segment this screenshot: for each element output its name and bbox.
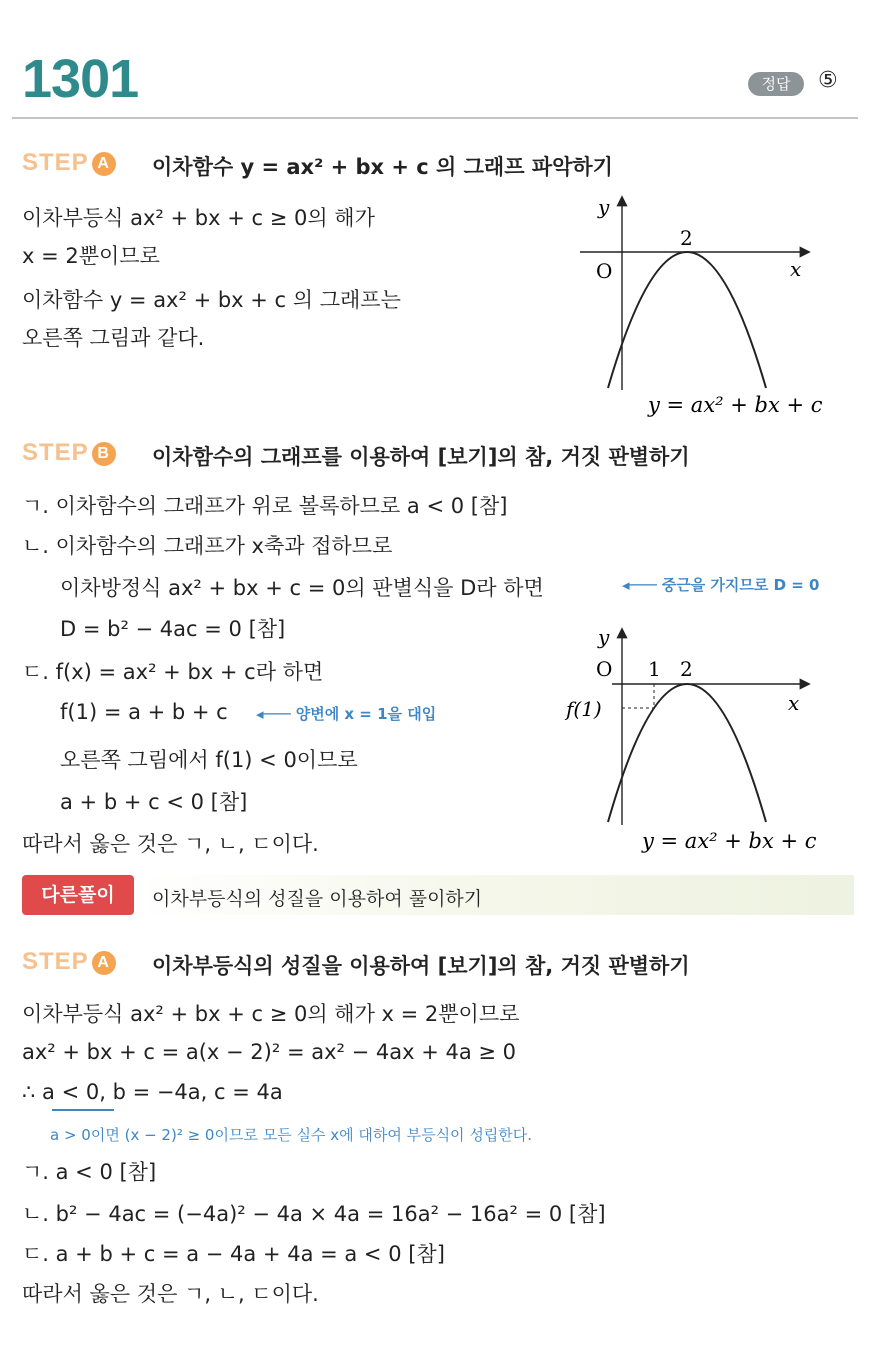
note-substitute-text: 양변에 x = 1을 대입 xyxy=(295,705,437,723)
step-b-label xyxy=(22,439,116,467)
step-a2-label xyxy=(22,948,116,976)
step-a2-line-1: 이차부등식 ax² + bx + c ≥ 0의 해가 x = 2뿐이므로 xyxy=(22,1002,520,1026)
underline-mark xyxy=(52,1109,114,1111)
note-discriminant xyxy=(622,574,820,595)
step-a-line-2: x = 2뿐이므로 xyxy=(22,244,160,268)
step-a-badge: A xyxy=(92,152,116,176)
step-a-text: STEP xyxy=(22,149,89,176)
graph-1-origin: O xyxy=(596,259,613,283)
step-b-line-1: ㄱ. 이차함수의 그래프가 위로 볼록하므로 a < 0 [참] xyxy=(22,494,508,518)
alt-solution-title: 이차부등식의 성질을 이용하여 풀이하기 xyxy=(152,888,483,910)
step-a2-line-5: ㄴ. b² − 4ac = (−4a)² − 4a × 4a = 16a² − 16a² = 0 [참] xyxy=(22,1202,606,1226)
graph-2-tick-2: 2 xyxy=(680,657,693,681)
graph-2-origin: O xyxy=(596,657,613,681)
step-a2-line-6: ㄷ. a + b + c = a − 4a + 4a = a < 0 [참] xyxy=(22,1242,445,1266)
step-b-title: 이차함수의 그래프를 이용하여 [보기]의 참, 거짓 판별하기 xyxy=(152,445,690,469)
step-a2-subnote: a > 0이면 (x − 2)² ≥ 0이므로 모든 실수 x에 대하여 부등식이 성립한다. xyxy=(50,1126,533,1144)
step-a2-title: 이차부등식의 성질을 이용하여 [보기]의 참, 거짓 판별하기 xyxy=(152,954,690,978)
step-b-conclusion: 따라서 옳은 것은 ㄱ, ㄴ, ㄷ이다. xyxy=(22,832,319,856)
step-b-line-7: 오른쪽 그림에서 f(1) < 0이므로 xyxy=(60,748,358,772)
step-b-line-6: f(1) = a + b + c xyxy=(60,700,228,724)
graph-2-equation: y = ax² + bx + c xyxy=(642,829,817,853)
step-b-line-5: ㄷ. f(x) = ax² + bx + c라 하면 xyxy=(22,660,324,684)
problem-number: 1301 xyxy=(22,49,139,109)
step-a-line-3: 이차함수 y = ax² + bx + c 의 그래프는 xyxy=(22,288,401,312)
graph-1-y-label: y xyxy=(598,195,610,219)
note-substitute xyxy=(256,703,436,724)
step-a2-text: STEP xyxy=(22,948,89,975)
step-a-line-4: 오른쪽 그림과 같다. xyxy=(22,326,205,350)
left-arrow-icon: ◂─── xyxy=(622,576,657,594)
note-discriminant-text: 중근을 가지므로 D = 0 xyxy=(661,576,820,594)
step-a2-badge: A xyxy=(92,951,116,975)
graph-2-tick-1: 1 xyxy=(648,657,661,681)
step-b-text: STEP xyxy=(22,439,89,466)
answer-badge: 정답 xyxy=(748,72,804,96)
header-divider xyxy=(12,117,858,119)
graph-2-y-label: y xyxy=(598,625,610,649)
step-a2-line-4: ㄱ. a < 0 [참] xyxy=(22,1160,157,1184)
graph-2-parabola xyxy=(608,684,766,822)
answer-value: ⑤ xyxy=(818,68,838,93)
step-a-label xyxy=(22,149,116,177)
step-b-line-3: 이차방정식 ax² + bx + c = 0의 판별식을 D라 하면 xyxy=(60,576,544,600)
graph-1-equation: y = ax² + bx + c xyxy=(648,393,823,417)
left-arrow-icon: ◂─── xyxy=(256,705,291,723)
step-a-title: 이차함수 y = ax² + bx + c 의 그래프 파악하기 xyxy=(152,155,613,179)
step-a2-conclusion: 따라서 옳은 것은 ㄱ, ㄴ, ㄷ이다. xyxy=(22,1282,319,1306)
graph-2-f1-label: f(1) xyxy=(566,697,602,721)
graph-1 xyxy=(570,190,870,425)
graph-1-vertex-label: 2 xyxy=(680,226,693,250)
step-a2-line-3: ∴ a < 0, b = −4a, c = 4a xyxy=(22,1080,283,1104)
step-a-line-1: 이차부등식 ax² + bx + c ≥ 0의 해가 xyxy=(22,206,375,230)
step-b-badge: B xyxy=(92,442,116,466)
graph-1-parabola xyxy=(608,252,766,388)
graph-2-x-label: x xyxy=(788,691,800,715)
step-b-line-4: D = b² − 4ac = 0 [참] xyxy=(60,617,286,641)
step-b-line-8: a + b + c < 0 [참] xyxy=(60,790,248,814)
step-b-line-2: ㄴ. 이차함수의 그래프가 x축과 접하므로 xyxy=(22,534,393,558)
alt-solution-badge: 다른풀이 xyxy=(22,875,134,915)
step-a2-line-2: ax² + bx + c = a(x − 2)² = ax² − 4ax + 4a ≥ 0 xyxy=(22,1040,517,1064)
graph-2 xyxy=(562,620,862,860)
graph-1-x-label: x xyxy=(790,257,802,281)
